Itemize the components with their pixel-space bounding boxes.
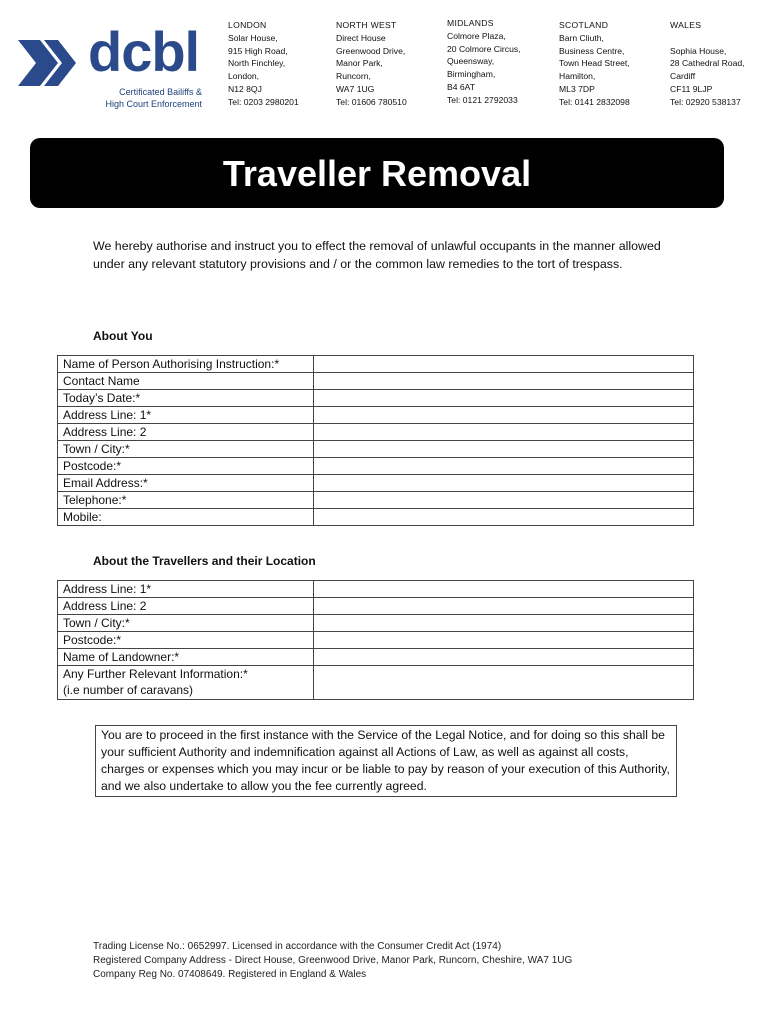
office-london: LONDON Solar House, 915 High Road, North Finchley, London, N12 8QJ Tel: 0203 2980201	[228, 20, 299, 107]
field-label: Mobile:	[58, 509, 314, 526]
page-title: Traveller Removal	[222, 153, 532, 194]
field-label: Postcode:*	[58, 458, 314, 475]
email-input[interactable]	[314, 475, 694, 492]
title-banner	[30, 138, 724, 208]
field-label: Postcode:*	[58, 632, 314, 649]
authority-notice: You are to proceed in the first instance with the Service of the Legal Notice, and for doing so this shall be your sufficient Authority and indemnification against all Actions of Law, as well as against all costs, charges or expenses which you may incur or be liable to pay by reason of your execution of this Authority, and we also undertake to allow you the fee currently agreed.	[95, 725, 677, 797]
field-label: Today’s Date:*	[58, 390, 314, 407]
field-label: Address Line: 1*	[58, 581, 314, 598]
postcode-input[interactable]	[314, 458, 694, 475]
dcbl-chevron-logo-icon	[14, 36, 88, 90]
table-row	[58, 649, 694, 666]
section-heading-about-you: About You	[93, 329, 153, 343]
address-line-1-input[interactable]	[314, 407, 694, 424]
traveller-address-line-1-input[interactable]	[314, 581, 694, 598]
field-label: Town / City:*	[58, 615, 314, 632]
company-logo	[14, 20, 214, 112]
table-row	[58, 632, 694, 649]
todays-date-input[interactable]	[314, 390, 694, 407]
intro-paragraph: We hereby authorise and instruct you to effect the removal of unlawful occupants in the manner allowed under any relevant statutory provisions and / or the common law remedies to the tort of trespass.	[93, 239, 661, 271]
field-label: Address Line: 2	[58, 424, 314, 441]
office-wales: WALES Sophia House, 28 Cathedral Road, Cardiff CF11 9LJP Tel: 02920 538137	[670, 20, 745, 107]
table-row	[58, 373, 694, 390]
about-you-table	[57, 355, 694, 526]
landowner-name-input[interactable]	[314, 649, 694, 666]
traveller-address-line-2-input[interactable]	[314, 598, 694, 615]
office-midlands: MIDLANDS Colmore Plaza, 20 Colmore Circus, Queensway, Birmingham, B4 6AT Tel: 0121 2792033	[447, 18, 521, 105]
table-row	[58, 390, 694, 407]
field-label: Address Line: 1*	[58, 407, 314, 424]
field-label: Contact Name	[58, 373, 314, 390]
footer-line: Company Reg No. 07408649. Registered in England & Wales	[93, 969, 367, 980]
field-label: Name of Landowner:*	[58, 649, 314, 666]
section-heading-travellers: About the Travellers and their Location	[93, 554, 316, 568]
field-label: Email Address:*	[58, 475, 314, 492]
footer-line: Trading License No.: 0652997. Licensed in accordance with the Consumer Credit Act (1974)	[93, 941, 502, 952]
traveller-town-city-input[interactable]	[314, 615, 694, 632]
table-row	[58, 615, 694, 632]
field-label: Telephone:*	[58, 492, 314, 509]
footer	[93, 940, 572, 982]
table-row	[58, 598, 694, 615]
office-north-west: NORTH WEST Direct House Greenwood Drive, Manor Park, Runcorn, WA7 1UG Tel: 01606 780510	[336, 20, 407, 107]
logo-tagline: Certificated Bailiffs & High Court Enforcement	[105, 87, 202, 109]
telephone-input[interactable]	[314, 492, 694, 509]
contact-name-input[interactable]	[314, 373, 694, 390]
further-information-input[interactable]	[314, 666, 694, 700]
field-label: Any Further Relevant Information:* (i.e number of caravans)	[58, 666, 314, 700]
address-line-2-input[interactable]	[314, 424, 694, 441]
traveller-postcode-input[interactable]	[314, 632, 694, 649]
table-row	[58, 407, 694, 424]
field-label: Address Line: 2	[58, 598, 314, 615]
table-row	[58, 509, 694, 526]
table-row	[58, 666, 694, 700]
logo-text: dcbl	[88, 20, 200, 83]
office-scotland: SCOTLAND Barn Cliuth, Business Centre, Town Head Street, Hamilton, ML3 7DP Tel: 0141 2832098	[559, 20, 630, 107]
travellers-table	[57, 580, 694, 700]
table-row	[58, 458, 694, 475]
table-row	[58, 475, 694, 492]
field-label: Town / City:*	[58, 441, 314, 458]
table-row	[58, 441, 694, 458]
person-authorising-input[interactable]	[314, 356, 694, 373]
field-label: Name of Person Authorising Instruction:*	[58, 356, 314, 373]
table-row	[58, 424, 694, 441]
town-city-input[interactable]	[314, 441, 694, 458]
table-row	[58, 581, 694, 598]
footer-line: Registered Company Address - Direct House, Greenwood Drive, Manor Park, Runcorn, Cheshire, WA7 1UG	[93, 955, 573, 966]
mobile-input[interactable]	[314, 509, 694, 526]
table-row	[58, 356, 694, 373]
table-row	[58, 492, 694, 509]
